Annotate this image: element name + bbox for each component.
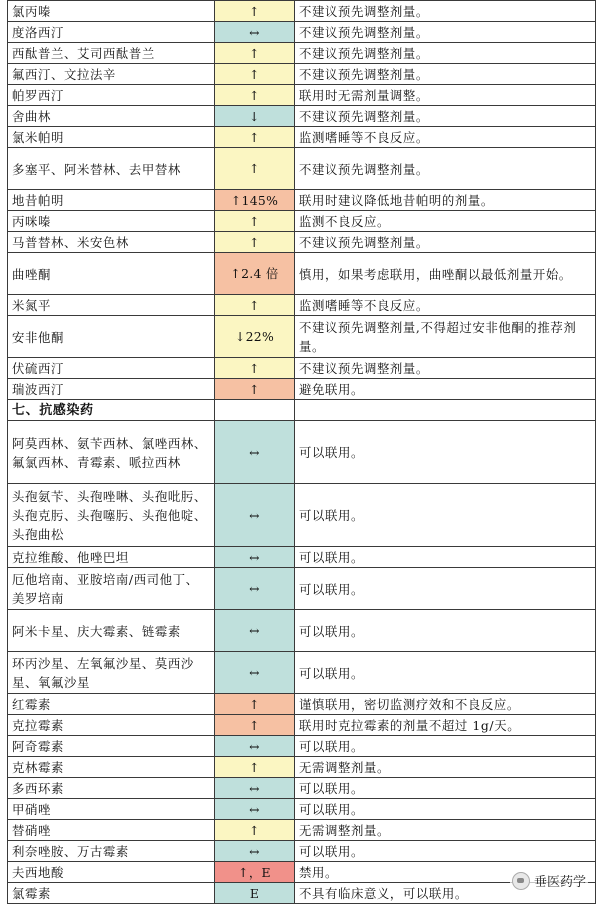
advice-cell: 可以联用。 [295, 736, 596, 757]
effect-cell: ↑ [215, 43, 295, 64]
drug-name-cell: 厄他培南、亚胺培南/西司他丁、美罗培南 [8, 568, 215, 610]
advice-cell: 不建议预先调整剂量。 [295, 64, 596, 85]
drug-name-cell: 阿莫西林、氨苄西林、氯唑西林、氟氯西林、青霉素、哌拉西林 [8, 421, 215, 484]
effect-cell: ↑ [215, 379, 295, 400]
advice-cell: 避免联用。 [295, 379, 596, 400]
advice-cell: 联用时无需剂量调整。 [295, 85, 596, 106]
drug-name-cell: 甲硝唑 [8, 799, 215, 820]
table-row [8, 106, 596, 127]
table-row [8, 379, 596, 400]
drug-name-cell: 利奈唑胺、万古霉素 [8, 841, 215, 862]
drug-name-cell: 氯霉素 [8, 883, 215, 904]
effect-cell: ↔ [215, 484, 295, 547]
table-row [8, 253, 596, 295]
drug-interaction-table [7, 0, 596, 904]
table-row [8, 316, 596, 358]
effect-cell: ↔ [215, 799, 295, 820]
drug-name-cell: 多塞平、阿米替林、去甲替林 [8, 148, 215, 190]
effect-cell: ↑145% [215, 190, 295, 211]
drug-name-cell: 帕罗西汀 [8, 85, 215, 106]
wechat-logo-icon [512, 872, 530, 890]
drug-name-cell: 米氮平 [8, 295, 215, 316]
advice-cell: 不建议预先调整剂量。 [295, 22, 596, 43]
table-row [8, 799, 596, 820]
advice-cell: 不建议预先调整剂量。 [295, 358, 596, 379]
table-row [8, 883, 596, 904]
drug-name-cell: 红霉素 [8, 694, 215, 715]
effect-cell: ↑ [215, 148, 295, 190]
effect-cell: ↑ [215, 85, 295, 106]
watermark-text: 垂医药学 [533, 875, 586, 890]
table-body [8, 1, 596, 904]
drug-name-cell: 克拉霉素 [8, 715, 215, 736]
effect-cell: ↑ [215, 232, 295, 253]
advice-cell: 监测嗜睡等不良反应。 [295, 295, 596, 316]
drug-name-cell: 安非他酮 [8, 316, 215, 358]
drug-name-cell: 西酞普兰、艾司西酞普兰 [8, 43, 215, 64]
drug-name-cell: 环丙沙星、左氧氟沙星、莫西沙星、氧氟沙星 [8, 652, 215, 694]
advice-cell: 可以联用。 [295, 778, 596, 799]
drug-name-cell: 阿奇霉素 [8, 736, 215, 757]
advice-cell: 不建议预先调整剂量,不得超过安非他酮的推荐剂量。 [295, 316, 596, 358]
effect-cell: ↔ [215, 547, 295, 568]
advice-cell: 慎用，如果考虑联用，曲唑酮以最低剂量开始。 [295, 253, 596, 295]
table-row [8, 757, 596, 778]
advice-cell: 不建议预先调整剂量。 [295, 232, 596, 253]
table-row [8, 22, 596, 43]
advice-cell: 监测不良反应。 [295, 211, 596, 232]
table-row [8, 484, 596, 547]
drug-name-cell: 夫西地酸 [8, 862, 215, 883]
drug-name-cell: 度洛西汀 [8, 22, 215, 43]
table-row [8, 127, 596, 148]
effect-cell: ↑ [215, 295, 295, 316]
drug-name-cell: 克拉维酸、他唑巴坦 [8, 547, 215, 568]
advice-cell: 监测嗜睡等不良反应。 [295, 127, 596, 148]
advice-cell: 可以联用。 [295, 841, 596, 862]
table-row [8, 715, 596, 736]
advice-cell: 无需调整剂量。 [295, 820, 596, 841]
effect-cell: ↔ [215, 610, 295, 652]
effect-cell: ↑ [215, 64, 295, 85]
effect-cell: ↔ [215, 421, 295, 484]
advice-cell: 可以联用。 [295, 421, 596, 484]
effect-cell: ↑ [215, 358, 295, 379]
effect-cell: ↑，E [215, 862, 295, 883]
table-row [8, 778, 596, 799]
drug-name-cell: 头孢氨苄、头孢唑啉、头孢吡肟、头孢克肟、头孢噻肟、头孢他啶、头孢曲松 [8, 484, 215, 547]
effect-cell: ↑ [215, 127, 295, 148]
effect-cell: ↑ [215, 715, 295, 736]
effect-cell: ↓22% [215, 316, 295, 358]
table-row [8, 190, 596, 211]
effect-cell: ↔ [215, 841, 295, 862]
advice-cell: 无需调整剂量。 [295, 757, 596, 778]
effect-cell: ↑ [215, 757, 295, 778]
effect-cell: ↔ [215, 778, 295, 799]
effect-cell [215, 400, 295, 421]
watermark [510, 871, 588, 890]
advice-cell: 联用时克拉霉素的剂量不超过 1g/天。 [295, 715, 596, 736]
table-row [8, 820, 596, 841]
effect-cell: ↑ [215, 694, 295, 715]
effect-cell: ↓ [215, 106, 295, 127]
table-row [8, 841, 596, 862]
effect-cell: ↔ [215, 736, 295, 757]
table-row [8, 736, 596, 757]
drug-name-cell: 氯丙嗪 [8, 1, 215, 22]
advice-cell: 禁用。 [295, 862, 596, 883]
table-row [8, 694, 596, 715]
effect-cell: ↔ [215, 22, 295, 43]
table-row [8, 148, 596, 190]
advice-cell: 不具有临床意义，可以联用。 [295, 883, 596, 904]
drug-name-cell: 多西环素 [8, 778, 215, 799]
effect-cell: ↑2.4 倍 [215, 253, 295, 295]
table-row [8, 358, 596, 379]
advice-cell: 可以联用。 [295, 547, 596, 568]
drug-name-cell: 丙咪嗪 [8, 211, 215, 232]
advice-cell: 可以联用。 [295, 568, 596, 610]
effect-cell: ↔ [215, 568, 295, 610]
effect-cell: ↑ [215, 211, 295, 232]
drug-name-cell: 伏硫西汀 [8, 358, 215, 379]
drug-name-cell: 地昔帕明 [8, 190, 215, 211]
table-row [8, 1, 596, 22]
drug-name-cell: 阿米卡星、庆大霉素、链霉素 [8, 610, 215, 652]
effect-cell: ↑ [215, 820, 295, 841]
drug-name-cell: 瑞波西汀 [8, 379, 215, 400]
advice-cell: 可以联用。 [295, 652, 596, 694]
table-row [8, 43, 596, 64]
advice-cell: 谨慎联用，密切监测疗效和不良反应。 [295, 694, 596, 715]
advice-cell: 可以联用。 [295, 799, 596, 820]
table-row [8, 232, 596, 253]
advice-cell: 不建议预先调整剂量。 [295, 148, 596, 190]
table-row [8, 295, 596, 316]
effect-cell: ↔ [215, 652, 295, 694]
drug-name-cell: 克林霉素 [8, 757, 215, 778]
table-row [8, 547, 596, 568]
effect-cell: ↑ [215, 1, 295, 22]
table-row [8, 610, 596, 652]
table-row [8, 862, 596, 883]
drug-name-cell: 氯米帕明 [8, 127, 215, 148]
section-header-row [8, 400, 596, 421]
drug-name-cell: 氟西汀、文拉法辛 [8, 64, 215, 85]
table-row [8, 64, 596, 85]
effect-cell: E [215, 883, 295, 904]
table-row [8, 652, 596, 694]
advice-cell [295, 400, 596, 421]
table-row [8, 568, 596, 610]
table-row [8, 85, 596, 106]
advice-cell: 联用时建议降低地昔帕明的剂量。 [295, 190, 596, 211]
drug-name-cell: 舍曲林 [8, 106, 215, 127]
drug-name-cell: 曲唑酮 [8, 253, 215, 295]
drug-name-cell: 替硝唑 [8, 820, 215, 841]
advice-cell: 可以联用。 [295, 610, 596, 652]
drug-name-cell: 马普替林、米安色林 [8, 232, 215, 253]
advice-cell: 不建议预先调整剂量。 [295, 43, 596, 64]
drug-name-cell: 七、抗感染药 [8, 400, 215, 421]
advice-cell: 不建议预先调整剂量。 [295, 1, 596, 22]
table-row [8, 421, 596, 484]
table-row [8, 211, 596, 232]
advice-cell: 可以联用。 [295, 484, 596, 547]
advice-cell: 不建议预先调整剂量。 [295, 106, 596, 127]
